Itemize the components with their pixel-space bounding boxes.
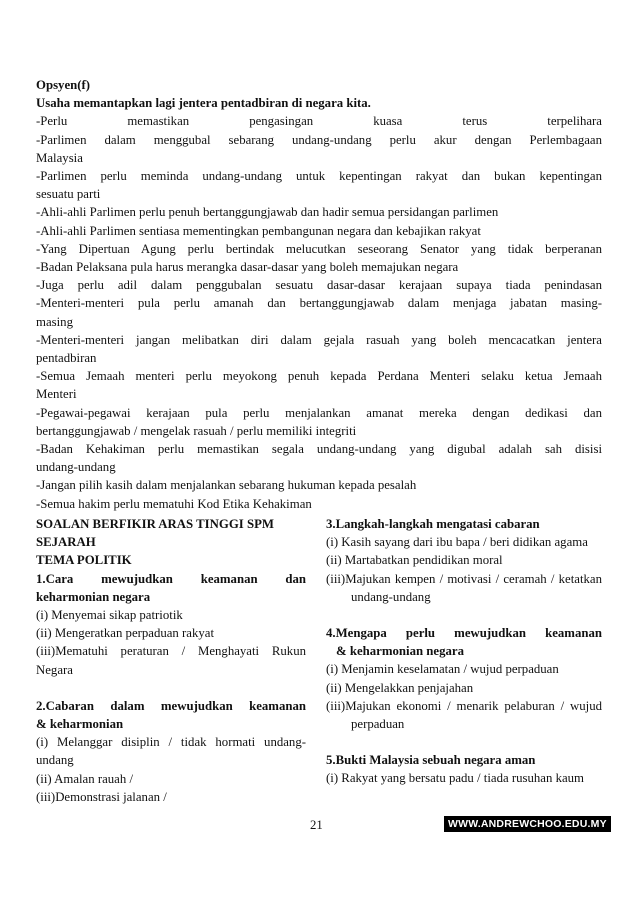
section-4-title: 4.Mengapa perlu mewujudkan keamanan	[326, 626, 602, 641]
section-title: Opsyen(f)	[36, 78, 91, 92]
list-item-continuation: sesuatu parti	[36, 187, 101, 202]
list-item: (i) Menjamin keselamatan / wujud perpaduan	[326, 662, 559, 677]
heading-subject: SEJARAH	[36, 535, 96, 550]
section-1-title-cont: keharmonian negara	[36, 589, 151, 604]
section-5-title: 5.Bukti Malaysia sebuah negara aman	[326, 753, 536, 768]
list-item: (i) Melanggar disiplin / tidak hormati undang-	[36, 735, 306, 750]
section-2-title-cont: & keharmonian	[36, 717, 124, 732]
list-item: -Menteri-menteri jangan melibatkan diri dalam gejala rasuah yang boleh mencacatkan jentera	[36, 332, 602, 347]
heading-theme: TEMA POLITIK	[36, 553, 132, 568]
section-3-title: 3.Langkah-langkah mengatasi cabaran	[326, 517, 540, 531]
list-item-continuation: pentadbiran	[36, 351, 97, 366]
list-item: -Jangan pilih kasih dalam menjalankan sebarang hukuman kepada pesalah	[36, 478, 417, 493]
website-badge[interactable]: WWW.ANDREWCHOO.EDU.MY	[444, 816, 611, 832]
list-item: (ii) Mengeratkan perpaduan rakyat	[36, 626, 215, 641]
list-item: -Badan Pelaksana pula harus merangka dasar-dasar yang boleh memajukan negara	[36, 260, 459, 275]
list-item: -Badan Kehakiman perlu memastikan segala undang-undang yang digubal adalah sah disisi	[36, 442, 602, 457]
list-item-continuation: bertanggungjawab / mengelak rasuah / perlu memiliki integriti	[36, 423, 357, 438]
page-number: 21	[310, 818, 323, 832]
list-item: -Menteri-menteri pula perlu amanah dan bertanggungjawab dalam menjaga jabatan masing-	[36, 296, 602, 311]
list-item: (ii) Martabatkan pendidikan moral	[326, 553, 503, 568]
list-item: -Semua Jemaah menteri perlu meyokong penuh kepada Perdana Menteri selaku ketua Jemaah	[36, 369, 602, 384]
list-item: (iii)Majukan ekonomi / menarik pelaburan / wujud perpaduan	[326, 698, 602, 732]
list-item-continuation: Menteri	[36, 387, 77, 402]
list-item: -Parlimen dalam menggubal sebarang undang-undang perlu akur dengan Perlembagaan	[36, 132, 602, 147]
section-subtitle: Usaha memantapkan lagi jentera pentadbiran di negara kita.	[36, 96, 371, 111]
section-2-title: 2.Cabaran dalam mewujudkan keamanan	[36, 698, 306, 713]
list-item: -Parlimen perlu meminda undang-undang untuk kepentingan rakyat dan bukan kepentingan	[36, 169, 602, 184]
list-item: (ii) Mengelakkan penjajahan	[326, 680, 474, 695]
list-item-continuation: undang	[36, 753, 74, 768]
list-item: (i) Rakyat yang bersatu padu / tiada rusuhan kaum	[326, 771, 584, 786]
heading-soalan: SOALAN BERFIKIR ARAS TINGGI SPM	[36, 517, 274, 531]
list-item-continuation: Malaysia	[36, 150, 83, 165]
list-item-continuation: masing	[36, 314, 73, 329]
list-item: (i) Kasih sayang dari ibu bapa / beri didikan agama	[326, 535, 588, 550]
list-item: (iii)Majukan kempen / motivasi / ceramah / ketatkan undang-undang	[326, 571, 602, 604]
list-item: (ii) Amalan rauah /	[36, 771, 134, 786]
list-item: (i) Menyemai sikap patriotik	[36, 608, 183, 623]
list-item: -Ahli-ahli Parlimen perlu penuh bertanggungjawab dan hadir semua persidangan parlimen	[36, 205, 499, 220]
list-item: -Yang Dipertuan Agung perlu bertindak melucutkan seseorang Senator yang tidak berperanan	[36, 241, 602, 256]
list-item: -Perlu memastikan pengasingan kuasa terus terpelihara	[36, 114, 602, 129]
list-item-continuation: undang-undang	[36, 460, 116, 475]
list-item: -Ahli-ahli Parlimen sentiasa mementingkan pembangunan negara dan kebajikan rakyat	[36, 223, 481, 238]
list-item: -Semua hakim perlu mematuhi Kod Etika Kehakiman	[36, 496, 312, 511]
option-f-section	[36, 76, 602, 513]
section-4-title-cont: & keharmonian negara	[336, 644, 464, 659]
list-item-continuation: Negara	[36, 662, 73, 677]
left-column	[36, 515, 306, 806]
section-1-title: 1.Cara mewujudkan keamanan dan	[36, 571, 306, 586]
list-item: (iii)Demonstrasi jalanan /	[36, 789, 167, 804]
list-item: -Pegawai-pegawai kerajaan pula perlu menjalankan amanat mereka dengan dedikasi dan	[36, 405, 602, 420]
right-column	[326, 515, 602, 788]
list-item: (iii)Mematuhi peraturan / Menghayati Rukun	[36, 644, 306, 659]
list-item: -Juga perlu adil dalam penggubalan sesuatu dasar-dasar kerajaan supaya tiada penindasan	[36, 278, 602, 293]
